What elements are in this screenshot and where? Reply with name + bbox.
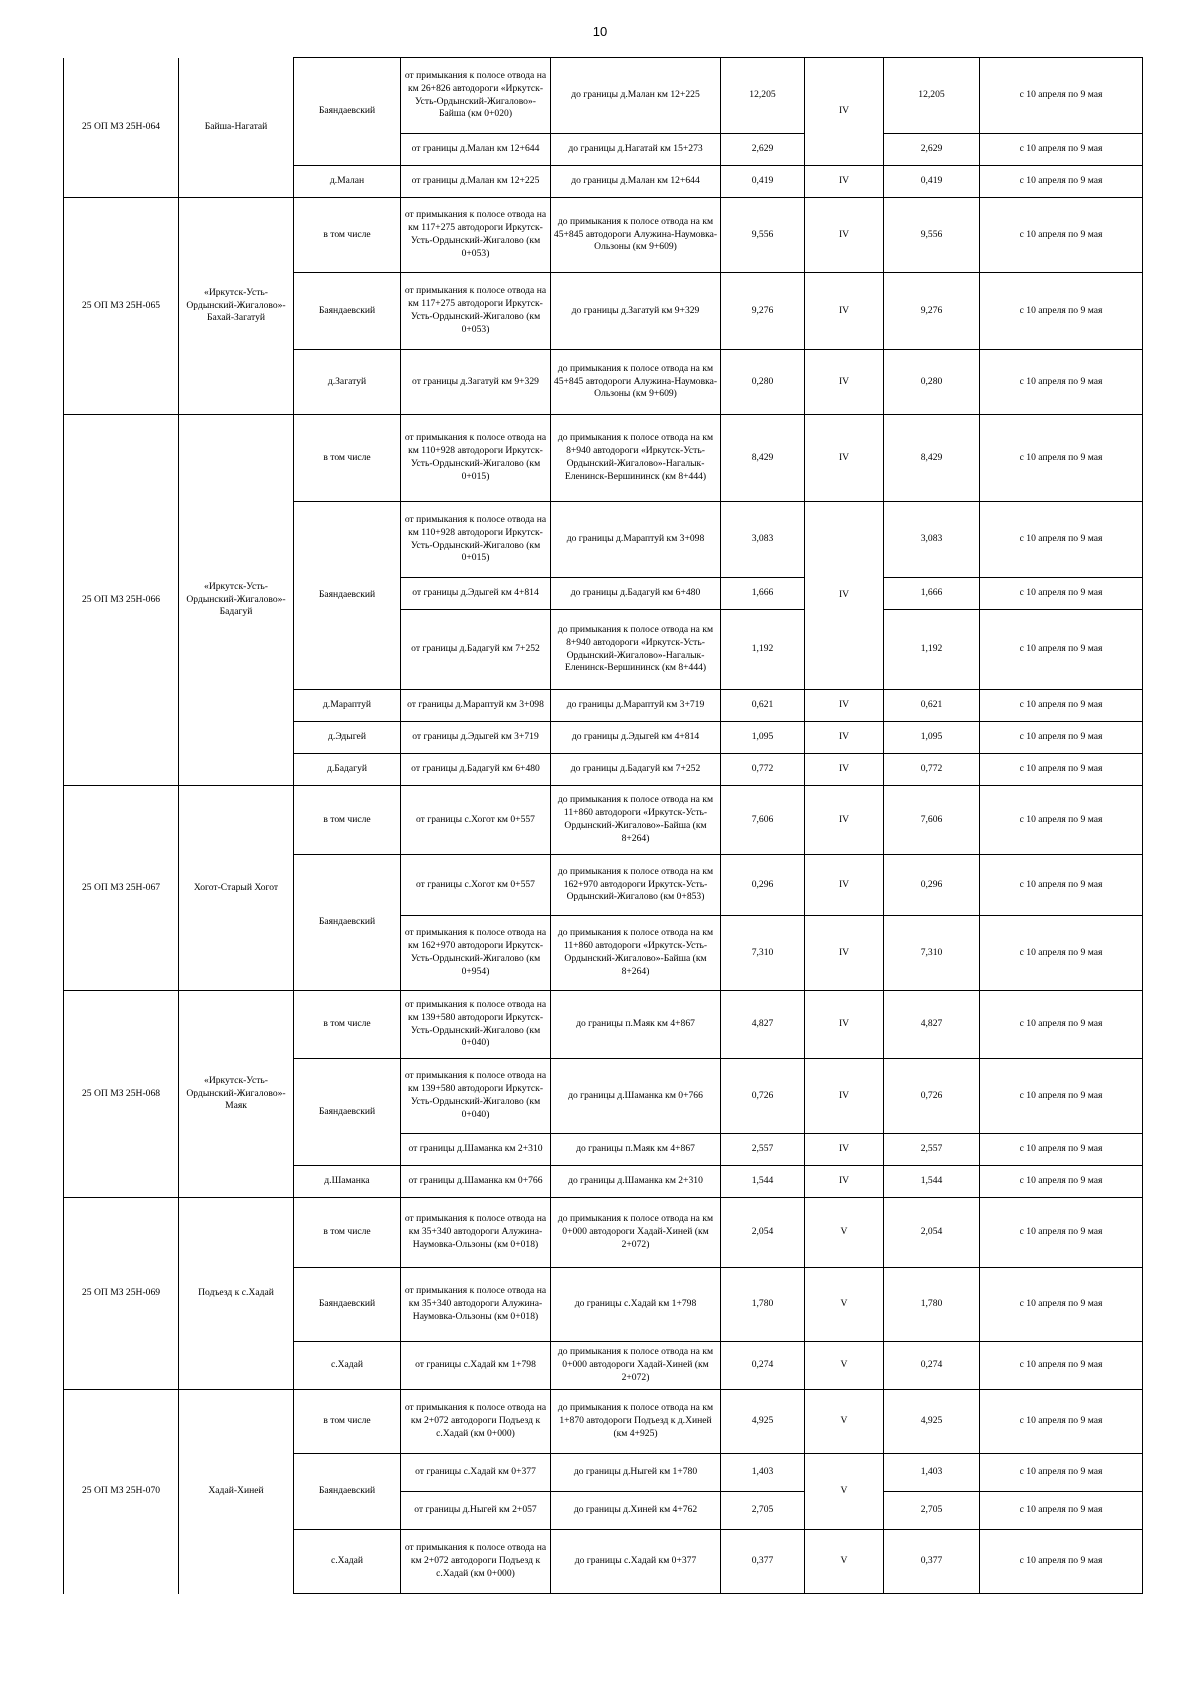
road-name: «Иркутск-Усть-Ордынский-Жигалово»-Бадагуй (179, 415, 294, 786)
category-cell: V (805, 1342, 884, 1390)
category-cell: V (805, 1198, 884, 1268)
length-cell: 8,429 (721, 415, 805, 502)
road-code: 25 ОП МЗ 25Н-067 (64, 786, 179, 991)
area-cell: в том числе (294, 1390, 401, 1454)
from-cell: от примыкания к полосе отвода на км 26+826 автодороги «Иркутск-Усть-Ордынский-Жигалово»-Байша (км 0+020) (401, 58, 551, 134)
category-cell: IV (805, 786, 884, 855)
category-cell: IV (805, 754, 884, 786)
period-cell: с 10 апреля по 9 мая (980, 350, 1143, 415)
to-cell: до примыкания к полосе отвода на км 11+860 автодороги «Иркутск-Усть-Ордынский-Жигалово»-Байша (км 8+264) (551, 786, 721, 855)
from-cell: от границы д.Мараптуй км 3+098 (401, 690, 551, 722)
from-cell: от границы с.Хогот км 0+557 (401, 855, 551, 916)
area-cell: Баяндаевский (294, 855, 401, 991)
table-row (64, 1390, 1143, 1454)
from-cell: от примыкания к полосе отвода на км 139+580 автодороги Иркутск-Усть-Ордынский-Жигалово (км 0+040) (401, 1059, 551, 1134)
length-cell: 1,095 (721, 722, 805, 754)
to-cell: до границы д.Бадагуй км 7+252 (551, 754, 721, 786)
period-cell: с 10 апреля по 9 мая (980, 1342, 1143, 1390)
length-limited-cell: 1,403 (884, 1454, 980, 1492)
length-limited-cell: 0,377 (884, 1530, 980, 1594)
length-limited-cell: 9,556 (884, 198, 980, 273)
to-cell: до границы д.Загатуй км 9+329 (551, 273, 721, 350)
length-limited-cell: 3,083 (884, 502, 980, 578)
length-limited-cell: 7,606 (884, 786, 980, 855)
from-cell: от границы д.Эдыгей км 4+814 (401, 578, 551, 610)
table-row (64, 991, 1143, 1059)
period-cell: с 10 апреля по 9 мая (980, 198, 1143, 273)
to-cell: до примыкания к полосе отвода на км 11+860 автодороги «Иркутск-Усть-Ордынский-Жигалово»-Байша (км 8+264) (551, 916, 721, 991)
from-cell: от границы с.Хадай км 0+377 (401, 1454, 551, 1492)
length-cell: 12,205 (721, 58, 805, 134)
length-cell: 7,606 (721, 786, 805, 855)
road-code: 25 ОП МЗ 25Н-065 (64, 198, 179, 415)
to-cell: до границы д.Малан км 12+225 (551, 58, 721, 134)
category-cell: IV (805, 1134, 884, 1166)
table-row (64, 1198, 1143, 1268)
area-cell: Баяндаевский (294, 1454, 401, 1530)
area-cell: в том числе (294, 786, 401, 855)
length-limited-cell: 9,276 (884, 273, 980, 350)
category-cell: IV (805, 1059, 884, 1134)
table-row (64, 415, 1143, 502)
area-cell: Баяндаевский (294, 1059, 401, 1166)
to-cell: до границы п.Маяк км 4+867 (551, 991, 721, 1059)
length-cell: 1,780 (721, 1268, 805, 1342)
page-number: 10 (592, 24, 608, 39)
length-cell: 1,544 (721, 1166, 805, 1198)
period-cell: с 10 апреля по 9 мая (980, 1454, 1143, 1492)
road-name: «Иркутск-Усть-Ордынский-Жигалово»-Маяк (179, 991, 294, 1198)
to-cell: до границы д.Ныгей км 1+780 (551, 1454, 721, 1492)
to-cell: до примыкания к полосе отвода на км 45+845 автодороги Алужина-Наумовка-Ользоны (км 9+609) (551, 350, 721, 415)
length-limited-cell: 4,925 (884, 1390, 980, 1454)
to-cell: до границы с.Хадай км 1+798 (551, 1268, 721, 1342)
from-cell: от примыкания к полосе отвода на км 2+072 автодороги Подъезд к с.Хадай (км 0+000) (401, 1390, 551, 1454)
period-cell: с 10 апреля по 9 мая (980, 273, 1143, 350)
to-cell: до примыкания к полосе отвода на км 45+845 автодороги Алужина-Наумовка-Ользоны (км 9+609) (551, 198, 721, 273)
area-cell: д.Малан (294, 166, 401, 198)
period-cell: с 10 апреля по 9 мая (980, 1492, 1143, 1530)
length-limited-cell: 2,054 (884, 1198, 980, 1268)
length-limited-cell: 12,205 (884, 58, 980, 134)
length-limited-cell: 0,772 (884, 754, 980, 786)
period-cell: с 10 апреля по 9 мая (980, 578, 1143, 610)
from-cell: от границы д.Эдыгей км 3+719 (401, 722, 551, 754)
to-cell: до границы д.Шаманка км 0+766 (551, 1059, 721, 1134)
area-cell: д.Эдыгей (294, 722, 401, 754)
road-code: 25 ОП МЗ 25Н-066 (64, 415, 179, 786)
category-cell: IV (805, 855, 884, 916)
to-cell: до примыкания к полосе отвода на км 0+000 автодороги Хадай-Хиней (км 2+072) (551, 1342, 721, 1390)
length-cell: 0,772 (721, 754, 805, 786)
from-cell: от границы д.Малан км 12+644 (401, 134, 551, 166)
period-cell: с 10 апреля по 9 мая (980, 415, 1143, 502)
length-limited-cell: 0,296 (884, 855, 980, 916)
length-cell: 1,192 (721, 610, 805, 690)
period-cell: с 10 апреля по 9 мая (980, 1134, 1143, 1166)
period-cell: с 10 апреля по 9 мая (980, 722, 1143, 754)
length-limited-cell: 1,192 (884, 610, 980, 690)
period-cell: с 10 апреля по 9 мая (980, 1059, 1143, 1134)
length-limited-cell: 0,274 (884, 1342, 980, 1390)
road-code: 25 ОП МЗ 25Н-064 (64, 58, 179, 198)
period-cell: с 10 апреля по 9 мая (980, 502, 1143, 578)
length-cell: 0,726 (721, 1059, 805, 1134)
length-cell: 2,629 (721, 134, 805, 166)
area-cell: в том числе (294, 415, 401, 502)
table-row (64, 58, 1143, 134)
period-cell: с 10 апреля по 9 мая (980, 991, 1143, 1059)
length-cell: 2,705 (721, 1492, 805, 1530)
to-cell: до границы п.Маяк км 4+867 (551, 1134, 721, 1166)
length-cell: 0,274 (721, 1342, 805, 1390)
from-cell: от границы д.Бадагуй км 6+480 (401, 754, 551, 786)
category-cell: V (805, 1454, 884, 1530)
from-cell: от примыкания к полосе отвода на км 110+928 автодороги Иркутск-Усть-Ордынский-Жигалово (км 0+015) (401, 502, 551, 578)
from-cell: от примыкания к полосе отвода на км 139+580 автодороги Иркутск-Усть-Ордынский-Жигалово (км 0+040) (401, 991, 551, 1059)
area-cell: в том числе (294, 1198, 401, 1268)
category-cell: IV (805, 166, 884, 198)
from-cell: от границы д.Шаманка км 2+310 (401, 1134, 551, 1166)
table-row (64, 786, 1143, 855)
category-cell: IV (805, 502, 884, 690)
length-cell: 2,054 (721, 1198, 805, 1268)
length-limited-cell: 1,095 (884, 722, 980, 754)
category-cell: IV (805, 350, 884, 415)
from-cell: от примыкания к полосе отвода на км 117+275 автодороги Иркутск-Усть-Ордынский-Жигалово (км 0+053) (401, 198, 551, 273)
length-limited-cell: 0,419 (884, 166, 980, 198)
area-cell: Баяндаевский (294, 58, 401, 166)
from-cell: от границы д.Ныгей км 2+057 (401, 1492, 551, 1530)
length-cell: 0,621 (721, 690, 805, 722)
to-cell: до границы д.Хиней км 4+762 (551, 1492, 721, 1530)
category-cell: V (805, 1268, 884, 1342)
road-name: «Иркутск-Усть-Ордынский-Жигалово»-Бахай-Загатуй (179, 198, 294, 415)
area-cell: в том числе (294, 991, 401, 1059)
road-name: Хогот-Старый Хогот (179, 786, 294, 991)
to-cell: до границы д.Нагатай км 15+273 (551, 134, 721, 166)
from-cell: от примыкания к полосе отвода на км 35+340 автодороги Алужина-Наумовка-Ользоны (км 0+018) (401, 1198, 551, 1268)
from-cell: от границы с.Хогот км 0+557 (401, 786, 551, 855)
area-cell: с.Хадай (294, 1342, 401, 1390)
category-cell: IV (805, 58, 884, 166)
length-cell: 0,419 (721, 166, 805, 198)
to-cell: до примыкания к полосе отвода на км 8+940 автодороги «Иркутск-Усть-Ордынский-Жигалово»-Нагалык-Еленинск-Вершининск (км 8+444) (551, 415, 721, 502)
from-cell: от примыкания к полосе отвода на км 162+970 автодороги Иркутск-Усть-Ордынский-Жигалово (км 0+954) (401, 916, 551, 991)
category-cell: IV (805, 916, 884, 991)
to-cell: до границы с.Хадай км 0+377 (551, 1530, 721, 1594)
from-cell: от примыкания к полосе отвода на км 35+340 автодороги Алужина-Наумовка-Ользоны (км 0+018) (401, 1268, 551, 1342)
to-cell: до границы д.Эдыгей км 4+814 (551, 722, 721, 754)
period-cell: с 10 апреля по 9 мая (980, 1166, 1143, 1198)
length-cell: 9,556 (721, 198, 805, 273)
period-cell: с 10 апреля по 9 мая (980, 754, 1143, 786)
area-cell: Баяндаевский (294, 1268, 401, 1342)
to-cell: до границы д.Мараптуй км 3+719 (551, 690, 721, 722)
length-limited-cell: 2,629 (884, 134, 980, 166)
length-limited-cell: 4,827 (884, 991, 980, 1059)
road-name: Байша-Нагатай (179, 58, 294, 198)
road-name: Хадай-Хиней (179, 1390, 294, 1594)
length-limited-cell: 7,310 (884, 916, 980, 991)
to-cell: до границы д.Шаманка км 2+310 (551, 1166, 721, 1198)
from-cell: от примыкания к полосе отвода на км 110+928 автодороги Иркутск-Усть-Ордынский-Жигалово (км 0+015) (401, 415, 551, 502)
period-cell: с 10 апреля по 9 мая (980, 610, 1143, 690)
length-limited-cell: 1,544 (884, 1166, 980, 1198)
period-cell: с 10 апреля по 9 мая (980, 1530, 1143, 1594)
period-cell: с 10 апреля по 9 мая (980, 1198, 1143, 1268)
from-cell: от примыкания к полосе отвода на км 117+275 автодороги Иркутск-Усть-Ордынский-Жигалово (км 0+053) (401, 273, 551, 350)
category-cell: IV (805, 415, 884, 502)
area-cell: д.Мараптуй (294, 690, 401, 722)
length-limited-cell: 8,429 (884, 415, 980, 502)
category-cell: IV (805, 1166, 884, 1198)
area-cell: в том числе (294, 198, 401, 273)
from-cell: от границы с.Хадай км 1+798 (401, 1342, 551, 1390)
to-cell: до примыкания к полосе отвода на км 8+940 автодороги «Иркутск-Усть-Ордынский-Жигалово»-Нагалык-Еленинск-Вершининск (км 8+444) (551, 610, 721, 690)
to-cell: до примыкания к полосе отвода на км 0+000 автодороги Хадай-Хиней (км 2+072) (551, 1198, 721, 1268)
period-cell: с 10 апреля по 9 мая (980, 1390, 1143, 1454)
road-code: 25 ОП МЗ 25Н-068 (64, 991, 179, 1198)
length-cell: 1,403 (721, 1454, 805, 1492)
from-cell: от границы д.Бадагуй км 7+252 (401, 610, 551, 690)
area-cell: с.Хадай (294, 1530, 401, 1594)
table-body (64, 58, 1143, 1594)
period-cell: с 10 апреля по 9 мая (980, 916, 1143, 991)
length-limited-cell: 1,780 (884, 1268, 980, 1342)
length-limited-cell: 1,666 (884, 578, 980, 610)
table-row (64, 198, 1143, 273)
period-cell: с 10 апреля по 9 мая (980, 855, 1143, 916)
category-cell: V (805, 1530, 884, 1594)
category-cell: IV (805, 991, 884, 1059)
length-cell: 7,310 (721, 916, 805, 991)
period-cell: с 10 апреля по 9 мая (980, 690, 1143, 722)
area-cell: д.Бадагуй (294, 754, 401, 786)
length-limited-cell: 0,280 (884, 350, 980, 415)
road-code: 25 ОП МЗ 25Н-069 (64, 1198, 179, 1390)
period-cell: с 10 апреля по 9 мая (980, 58, 1143, 134)
period-cell: с 10 апреля по 9 мая (980, 166, 1143, 198)
category-cell: IV (805, 198, 884, 273)
category-cell: V (805, 1390, 884, 1454)
length-cell: 3,083 (721, 502, 805, 578)
area-cell: д.Шаманка (294, 1166, 401, 1198)
roads-table (63, 57, 1143, 1594)
length-cell: 0,377 (721, 1530, 805, 1594)
length-cell: 2,557 (721, 1134, 805, 1166)
to-cell: до границы д.Малан км 12+644 (551, 166, 721, 198)
area-cell: д.Загатуй (294, 350, 401, 415)
period-cell: с 10 апреля по 9 мая (980, 786, 1143, 855)
length-cell: 4,925 (721, 1390, 805, 1454)
road-name: Подъезд к с.Хадай (179, 1198, 294, 1390)
length-cell: 4,827 (721, 991, 805, 1059)
from-cell: от границы д.Шаманка км 0+766 (401, 1166, 551, 1198)
period-cell: с 10 апреля по 9 мая (980, 134, 1143, 166)
from-cell: от примыкания к полосе отвода на км 2+072 автодороги Подъезд к с.Хадай (км 0+000) (401, 1530, 551, 1594)
from-cell: от границы д.Загатуй км 9+329 (401, 350, 551, 415)
length-cell: 9,276 (721, 273, 805, 350)
from-cell: от границы д.Малан км 12+225 (401, 166, 551, 198)
category-cell: IV (805, 273, 884, 350)
to-cell: до примыкания к полосе отвода на км 162+970 автодороги Иркутск-Усть-Ордынский-Жигалово (км 0+853) (551, 855, 721, 916)
period-cell: с 10 апреля по 9 мая (980, 1268, 1143, 1342)
to-cell: до границы д.Мараптуй км 3+098 (551, 502, 721, 578)
to-cell: до границы д.Бадагуй км 6+480 (551, 578, 721, 610)
area-cell: Баяндаевский (294, 273, 401, 350)
area-cell: Баяндаевский (294, 502, 401, 690)
length-cell: 1,666 (721, 578, 805, 610)
length-limited-cell: 0,726 (884, 1059, 980, 1134)
length-limited-cell: 2,557 (884, 1134, 980, 1166)
category-cell: IV (805, 690, 884, 722)
category-cell: IV (805, 722, 884, 754)
road-code: 25 ОП МЗ 25Н-070 (64, 1390, 179, 1594)
length-cell: 0,280 (721, 350, 805, 415)
length-limited-cell: 0,621 (884, 690, 980, 722)
length-limited-cell: 2,705 (884, 1492, 980, 1530)
to-cell: до примыкания к полосе отвода на км 1+870 автодороги Подъезд к д.Хиней (км 4+925) (551, 1390, 721, 1454)
length-cell: 0,296 (721, 855, 805, 916)
